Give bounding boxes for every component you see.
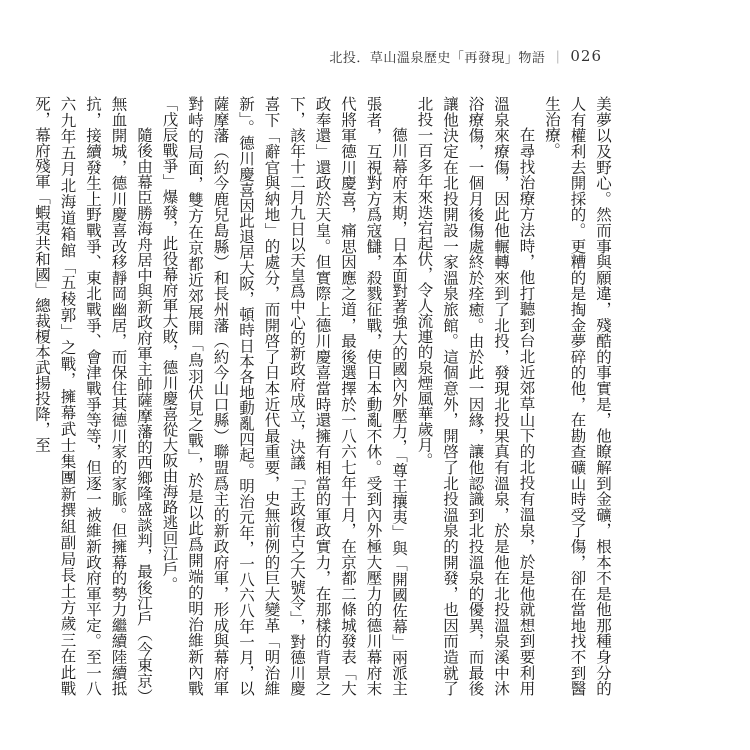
page-number: 026 — [570, 47, 602, 65]
paragraph-1: 美夢以及野心。然而事與願違，殘酷的事實是，他瞭解到金礦，根本不是他那種身分的人有權利去開採的。更糟的是掏金夢碎的他，在勘查礦山時受了傷，卻在當地找不到醫生治療。 — [543, 96, 612, 696]
paragraph-4: 隨後由幕臣勝海舟居中與新政府軍主帥薩摩藩的西鄉隆盛談判，最後江戶（今東京）無血開城，德川慶喜改移靜岡幽居，而保住其德川家的家脈。但擁幕的勢力繼續陸續抵抗，接續發生上野戰爭、東北戰爭、會津戰爭等等，但逐一被維新政府軍平定。至一八六九年五月北海道箱館「五稜郭」之戰，擁幕武士集團新撰組副局長土方歲三在此戰死，幕府殘軍「蝦夷共和國」總裁榎本武揚投降，至 — [33, 96, 153, 696]
body-text — [33, 96, 615, 696]
paragraph-2: 在尋找治療方法時，他打聽到台北近郊草山下的北投有溫泉，於是他就想到要利用溫泉來療傷，因此他輾轉來到了北投，發現北投果真有溫泉，於是他在北投溫泉溪中沐浴療傷，一個月後傷處終於痊癒。由於此一因緣，讓他認識到北投溫泉的優異，而最後讓他決定在北投開設一家溫泉旅館。這個意外，開啓了北投溫泉的開發，也因而造就了北投一百多年來迭宕起伏，令人流連的泉煙風華歲月。 — [415, 96, 536, 696]
running-head-title: 北投．草山溫泉歷史「再發現」物語 — [329, 50, 546, 66]
running-head-separator: ｜ — [551, 50, 565, 66]
running-head — [329, 36, 602, 76]
paragraph-3: 德川幕府末期，日本面對著強大的國內外壓力，「尊王攘夷」與「開國佐幕」兩派主張者，互視對方爲寇讎，殺戮征戰，使日本動亂不休。受到內外極大壓力的德川幕府末代將軍德川慶喜，痛思因應之道，最後選擇於一八六七年十月，在京都二條城發表「大政奉還」還政於天皇。但實際上德川慶喜當時還擁有相當的軍政實力，在那樣的背景之下，該年十二月九日以天皇爲中心的新政府成立，決議「王政復古之大號令」，對德川慶喜下「辭官與納地」的處分，而開啓了日本近代最重要，史無前例的巨大變革「明治維新」。德川慶喜因此退居大阪，頓時日本各地動亂四起。明治元年，一八六八年一月，以薩摩藩（約今鹿兒島縣）和長州藩（約今山口縣）聯盟爲主的新政府軍，形成與幕府軍對峙的局面，雙方在京都近郊展開「鳥羽伏見之戰」，於是以此爲開端的明治維新內戰「戊辰戰爭」爆發，此役幕府軍大敗，德川慶喜從大阪由海路逃回江戶。 — [160, 96, 408, 696]
